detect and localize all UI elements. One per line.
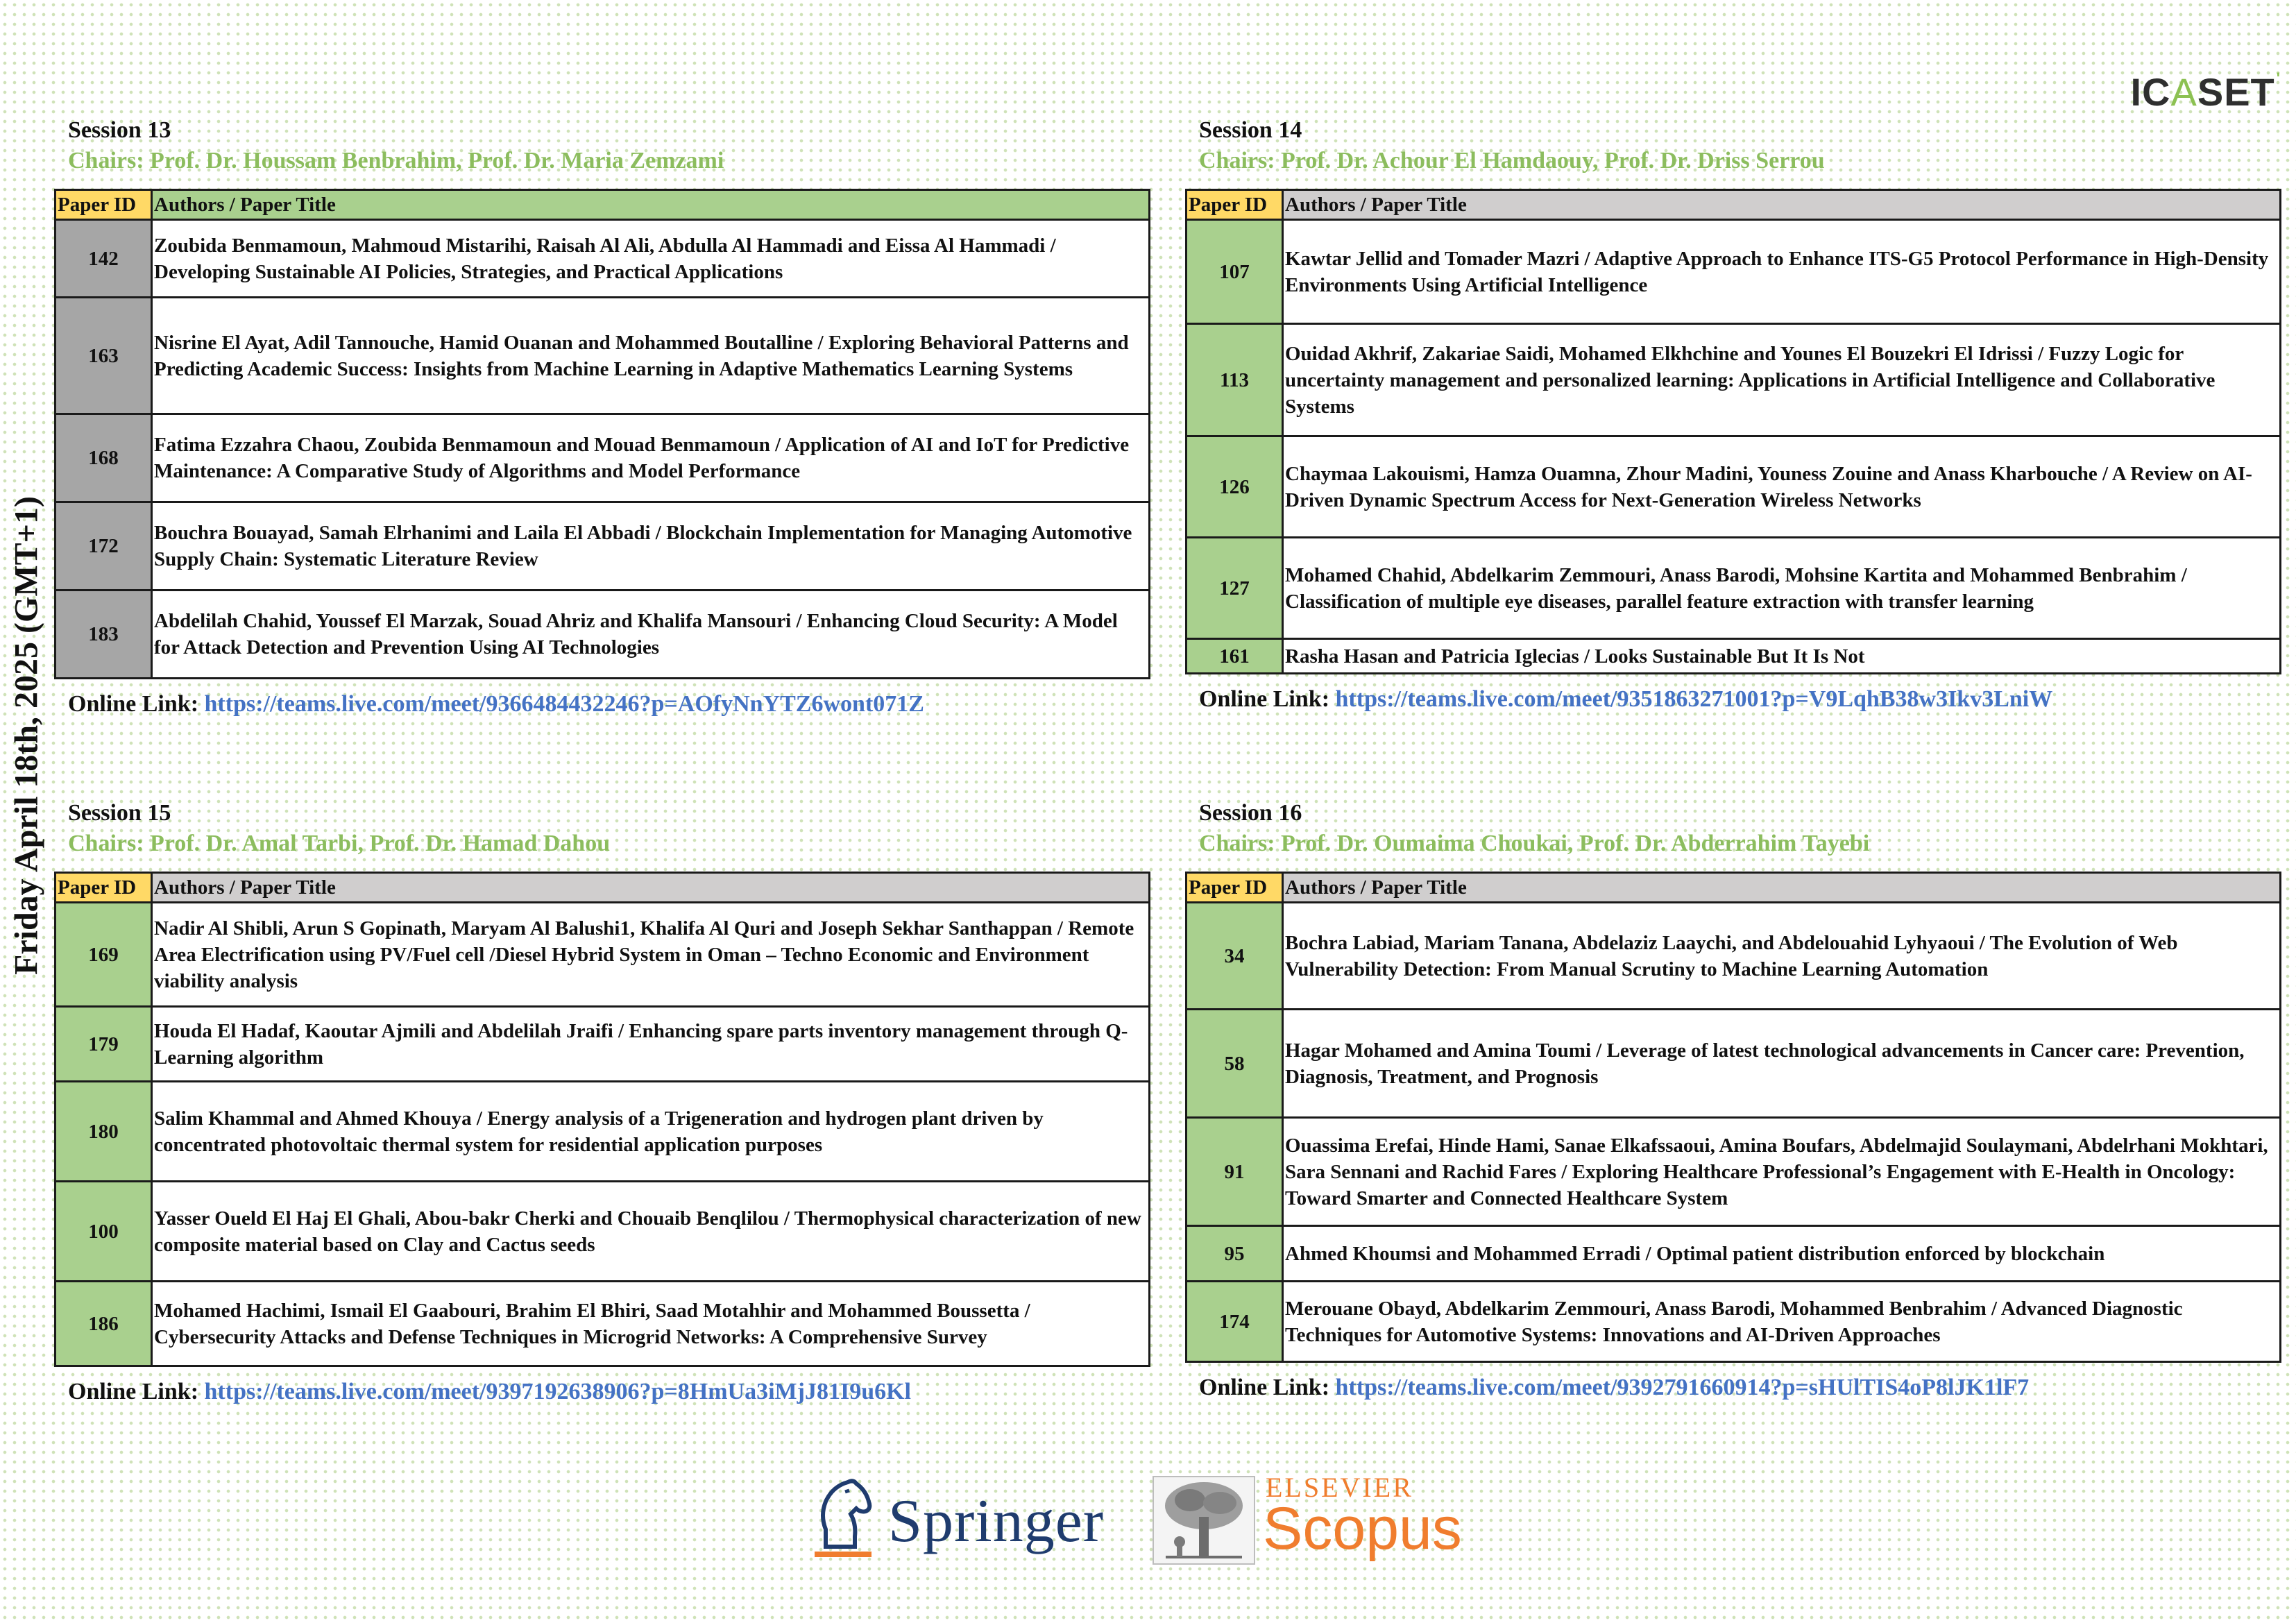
paper-id: 172 bbox=[56, 502, 152, 590]
online-link[interactable]: https://teams.live.com/meet/9366484432246?p=AOfyNnYTZ6wont071Z bbox=[204, 691, 924, 717]
online-link-label: Online Link: bbox=[68, 1379, 199, 1404]
elsevier-wordmark: ELSEVIER bbox=[1266, 1472, 1413, 1503]
table-row bbox=[1187, 538, 2281, 639]
title-header: Authors / Paper Title bbox=[152, 190, 1150, 220]
paper-title: Fatima Ezzahra Chaou, Zoubida Benmamoun and Mouad Benmamoun / Application of AI and IoT for Predictive Maintenance: A Comparative Study of Algorithms and Model Performance bbox=[152, 414, 1150, 502]
online-link-row bbox=[68, 689, 1150, 720]
session-papers-table bbox=[54, 189, 1150, 679]
paper-title: Chaymaa Lakouismi, Hamza Ouamna, Zhour Madini, Youness Zouine and Anass Kharbouche / A Review on AI-Driven Dynamic Spectrum Access for Next-Generation Wireless Networks bbox=[1283, 436, 2281, 538]
paper-title: Nisrine El Ayat, Adil Tannouche, Hamid Ouanan and Mohammed Boutalline / Exploring Behavioral Patterns and Predicting Academic Success: Insights from Machine Learning in Adaptive Mathematics Learning Systems bbox=[152, 298, 1150, 414]
table-row bbox=[56, 502, 1150, 590]
scopus-wordmark: Scopus bbox=[1263, 1495, 1462, 1562]
paper-id: 107 bbox=[1187, 220, 1283, 324]
online-link[interactable]: https://teams.live.com/meet/9392791660914?p=sHUlTIS4oP8lJK1lF7 bbox=[1335, 1375, 2030, 1400]
session-chairs: Chairs: Prof. Dr. Oumaima Choukai, Prof. Dr. Abderrahim Tayebi bbox=[1199, 831, 1870, 856]
paper-title: Rasha Hasan and Patricia Iglecias / Looks Sustainable But It Is Not bbox=[1283, 639, 2281, 674]
table-row bbox=[56, 1282, 1150, 1366]
paper-id: 163 bbox=[56, 298, 152, 414]
springer-wordmark: Springer bbox=[888, 1488, 1105, 1555]
paper-title: Salim Khammal and Ahmed Khouya / Energy analysis of a Trigeneration and hydrogen plant driven by concentrated photovoltaic thermal system for residential application purposes bbox=[152, 1082, 1150, 1182]
paper-title: Abdelilah Chahid, Youssef El Marzak, Souad Ahriz and Khalifa Mansouri / Enhancing Cloud Security: A Model for Attack Detection and Prevention Using AI Technologies bbox=[152, 590, 1150, 679]
paper-id: 100 bbox=[56, 1182, 152, 1282]
table-header-row bbox=[56, 873, 1150, 903]
session-papers-table bbox=[1185, 189, 2281, 674]
paper-id: 161 bbox=[1187, 639, 1283, 674]
table-row bbox=[56, 1082, 1150, 1182]
paper-id: 91 bbox=[1187, 1118, 1283, 1226]
session-label: Session 16 bbox=[1199, 800, 1302, 826]
table-row bbox=[1187, 436, 2281, 538]
table-row bbox=[1187, 1010, 2281, 1118]
session-papers-table bbox=[54, 872, 1150, 1367]
online-link[interactable]: https://teams.live.com/meet/9397192638906?p=8HmUa3iMjJ81I9u6Kl bbox=[204, 1379, 912, 1404]
table-row bbox=[1187, 1282, 2281, 1362]
online-link-row bbox=[1199, 684, 2281, 715]
table-row bbox=[56, 1182, 1150, 1282]
paper-title: Ouidad Akhrif, Zakariae Saidi, Mohamed Elkhchine and Younes El Bouzekri El Idrissi / Fuzzy Logic for uncertainty management and personalized learning: Applications in Artificial Intelligence and Collaborative Systems bbox=[1283, 324, 2281, 436]
session-15 bbox=[54, 798, 1150, 1407]
table-row bbox=[1187, 903, 2281, 1010]
table-header-row bbox=[56, 190, 1150, 220]
title-header: Authors / Paper Title bbox=[1283, 873, 2281, 903]
paper-id: 142 bbox=[56, 220, 152, 298]
elsevier-scopus-logo bbox=[1152, 1471, 1462, 1568]
table-row bbox=[56, 414, 1150, 502]
session-14 bbox=[1185, 115, 2281, 715]
session-papers-table bbox=[1185, 872, 2281, 1363]
paper-id: 183 bbox=[56, 590, 152, 679]
paper-id: 179 bbox=[56, 1007, 152, 1082]
paper-id-header: Paper ID bbox=[1187, 873, 1283, 903]
table-row bbox=[1187, 220, 2281, 324]
paper-id: 168 bbox=[56, 414, 152, 502]
online-link-label: Online Link: bbox=[68, 691, 199, 717]
paper-id: 113 bbox=[1187, 324, 1283, 436]
paper-id: 186 bbox=[56, 1282, 152, 1366]
paper-id-header: Paper ID bbox=[1187, 190, 1283, 220]
table-row bbox=[56, 903, 1150, 1007]
online-link-label: Online Link: bbox=[1199, 1375, 1330, 1400]
paper-id: 180 bbox=[56, 1082, 152, 1182]
paper-title: Kawtar Jellid and Tomader Mazri / Adaptive Approach to Enhance ITS-G5 Protocol Performance in High-Density Environments Using Artificial Intelligence bbox=[1283, 220, 2281, 324]
table-row bbox=[56, 1007, 1150, 1082]
elsevier-tree-icon bbox=[1152, 1475, 1256, 1565]
online-link-label: Online Link: bbox=[1199, 686, 1330, 712]
paper-title: Mohamed Chahid, Abdelkarim Zemmouri, Anass Barodi, Mohsine Kartita and Mohammed Benbrahim / Classification of multiple eye diseases, parallel feature extraction with transfer learning bbox=[1283, 538, 2281, 639]
table-row bbox=[1187, 1118, 2281, 1226]
title-header: Authors / Paper Title bbox=[1283, 190, 2281, 220]
table-header-row bbox=[1187, 190, 2281, 220]
online-link[interactable]: https://teams.live.com/meet/9351863271001?p=V9LqhB38w3Ikv3LniW bbox=[1335, 686, 2053, 712]
partner-logos bbox=[805, 1471, 1462, 1568]
paper-id: 127 bbox=[1187, 538, 1283, 639]
online-link-row bbox=[1199, 1373, 2281, 1403]
session-label: Session 15 bbox=[68, 800, 171, 826]
title-header: Authors / Paper Title bbox=[152, 873, 1150, 903]
paper-title: Zoubida Benmamoun, Mahmoud Mistarihi, Raisah Al Ali, Abdulla Al Hammadi and Eissa Al Hammadi / Developing Sustainable AI Policies, Strategies, and Practical Applications bbox=[152, 220, 1150, 298]
paper-id: 95 bbox=[1187, 1226, 1283, 1282]
session-16 bbox=[1185, 798, 2281, 1403]
session-chairs: Chairs: Prof. Dr. Achour El Hamdaouy, Prof. Dr. Driss Serrou bbox=[1199, 148, 1825, 173]
table-row bbox=[56, 220, 1150, 298]
paper-title: Merouane Obayd, Abdelkarim Zemmouri, Anass Barodi, Mohammed Benbrahim / Advanced Diagnostic Techniques for Automotive Systems: Innovations and AI-Driven Approaches bbox=[1283, 1282, 2281, 1362]
paper-title: Ouassima Erefai, Hinde Hami, Sanae Elkafssaoui, Amina Boufars, Abdelmajid Soulaymani, Abdelrhani Mokhtari, Sara Sennani and Rachid Fares / Exploring Healthcare Professional’s Engagement with E-Health in Oncology: Toward Smarter and Connected Healthcare System bbox=[1283, 1118, 2281, 1226]
session-chairs: Chairs: Prof. Dr. Amal Tarbi, Prof. Dr. Hamad Dahou bbox=[68, 831, 611, 856]
paper-id: 34 bbox=[1187, 903, 1283, 1010]
session-13 bbox=[54, 115, 1150, 720]
paper-title: Yasser Oueld El Haj El Ghali, Abou-bakr Cherki and Chouaib Benqlilou / Thermophysical characterization of new composite material based on Clay and Cactus seeds bbox=[152, 1182, 1150, 1282]
paper-id: 58 bbox=[1187, 1010, 1283, 1118]
paper-title: Houda El Hadaf, Kaoutar Ajmili and Abdelilah Jraifi / Enhancing spare parts inventory management through Q-Learning algorithm bbox=[152, 1007, 1150, 1082]
online-link-row bbox=[68, 1377, 1150, 1407]
paper-id-header: Paper ID bbox=[56, 873, 152, 903]
paper-title: Bouchra Bouayad, Samah Elrhanimi and Laila El Abbadi / Blockchain Implementation for Managing Automotive Supply Chain: Systematic Literature Review bbox=[152, 502, 1150, 590]
table-row bbox=[56, 298, 1150, 414]
table-header-row bbox=[1187, 873, 2281, 903]
icaset-logo: ICASET' bbox=[2130, 69, 2281, 114]
paper-title: Hagar Mohamed and Amina Toumi / Leverage of latest technological advancements in Cancer care: Prevention, Diagnosis, Treatment, and Prognosis bbox=[1283, 1010, 2281, 1118]
springer-logo bbox=[805, 1471, 1110, 1568]
paper-id: 126 bbox=[1187, 436, 1283, 538]
table-row bbox=[1187, 324, 2281, 436]
paper-id-header: Paper ID bbox=[56, 190, 152, 220]
session-chairs: Chairs: Prof. Dr. Houssam Benbrahim, Prof. Dr. Maria Zemzami bbox=[68, 148, 724, 173]
springer-horse-icon bbox=[805, 1474, 881, 1564]
paper-title: Mohamed Hachimi, Ismail El Gaabouri, Brahim El Bhiri, Saad Motahhir and Mohammed Boussetta / Cybersecurity Attacks and Defense Techniques in Microgrid Networks: A Comprehensive Survey bbox=[152, 1282, 1150, 1366]
paper-id: 174 bbox=[1187, 1282, 1283, 1362]
table-row bbox=[1187, 1226, 2281, 1282]
session-label: Session 13 bbox=[68, 117, 171, 143]
page-date-title: Friday April 18th, 2025 (GMT+1) bbox=[8, 496, 45, 975]
paper-id: 169 bbox=[56, 903, 152, 1007]
table-row bbox=[56, 590, 1150, 679]
paper-title: Bochra Labiad, Mariam Tanana, Abdelaziz Laaychi, and Abdelouahid Lyhyaoui / The Evolution of Web Vulnerability Detection: From Manual Scrutiny to Machine Learning Automation bbox=[1283, 903, 2281, 1010]
session-label: Session 14 bbox=[1199, 117, 1302, 143]
paper-title: Nadir Al Shibli, Arun S Gopinath, Maryam Al Balushi1, Khalifa Al Quri and Joseph Sekhar Santhappan / Remote Area Electrification using PV/Fuel cell /Diesel Hybrid System in Oman – Techno Economic and Environment viability analysis bbox=[152, 903, 1150, 1007]
table-row bbox=[1187, 639, 2281, 674]
paper-title: Ahmed Khoumsi and Mohammed Erradi / Optimal patient distribution enforced by blockchain bbox=[1283, 1226, 2281, 1282]
